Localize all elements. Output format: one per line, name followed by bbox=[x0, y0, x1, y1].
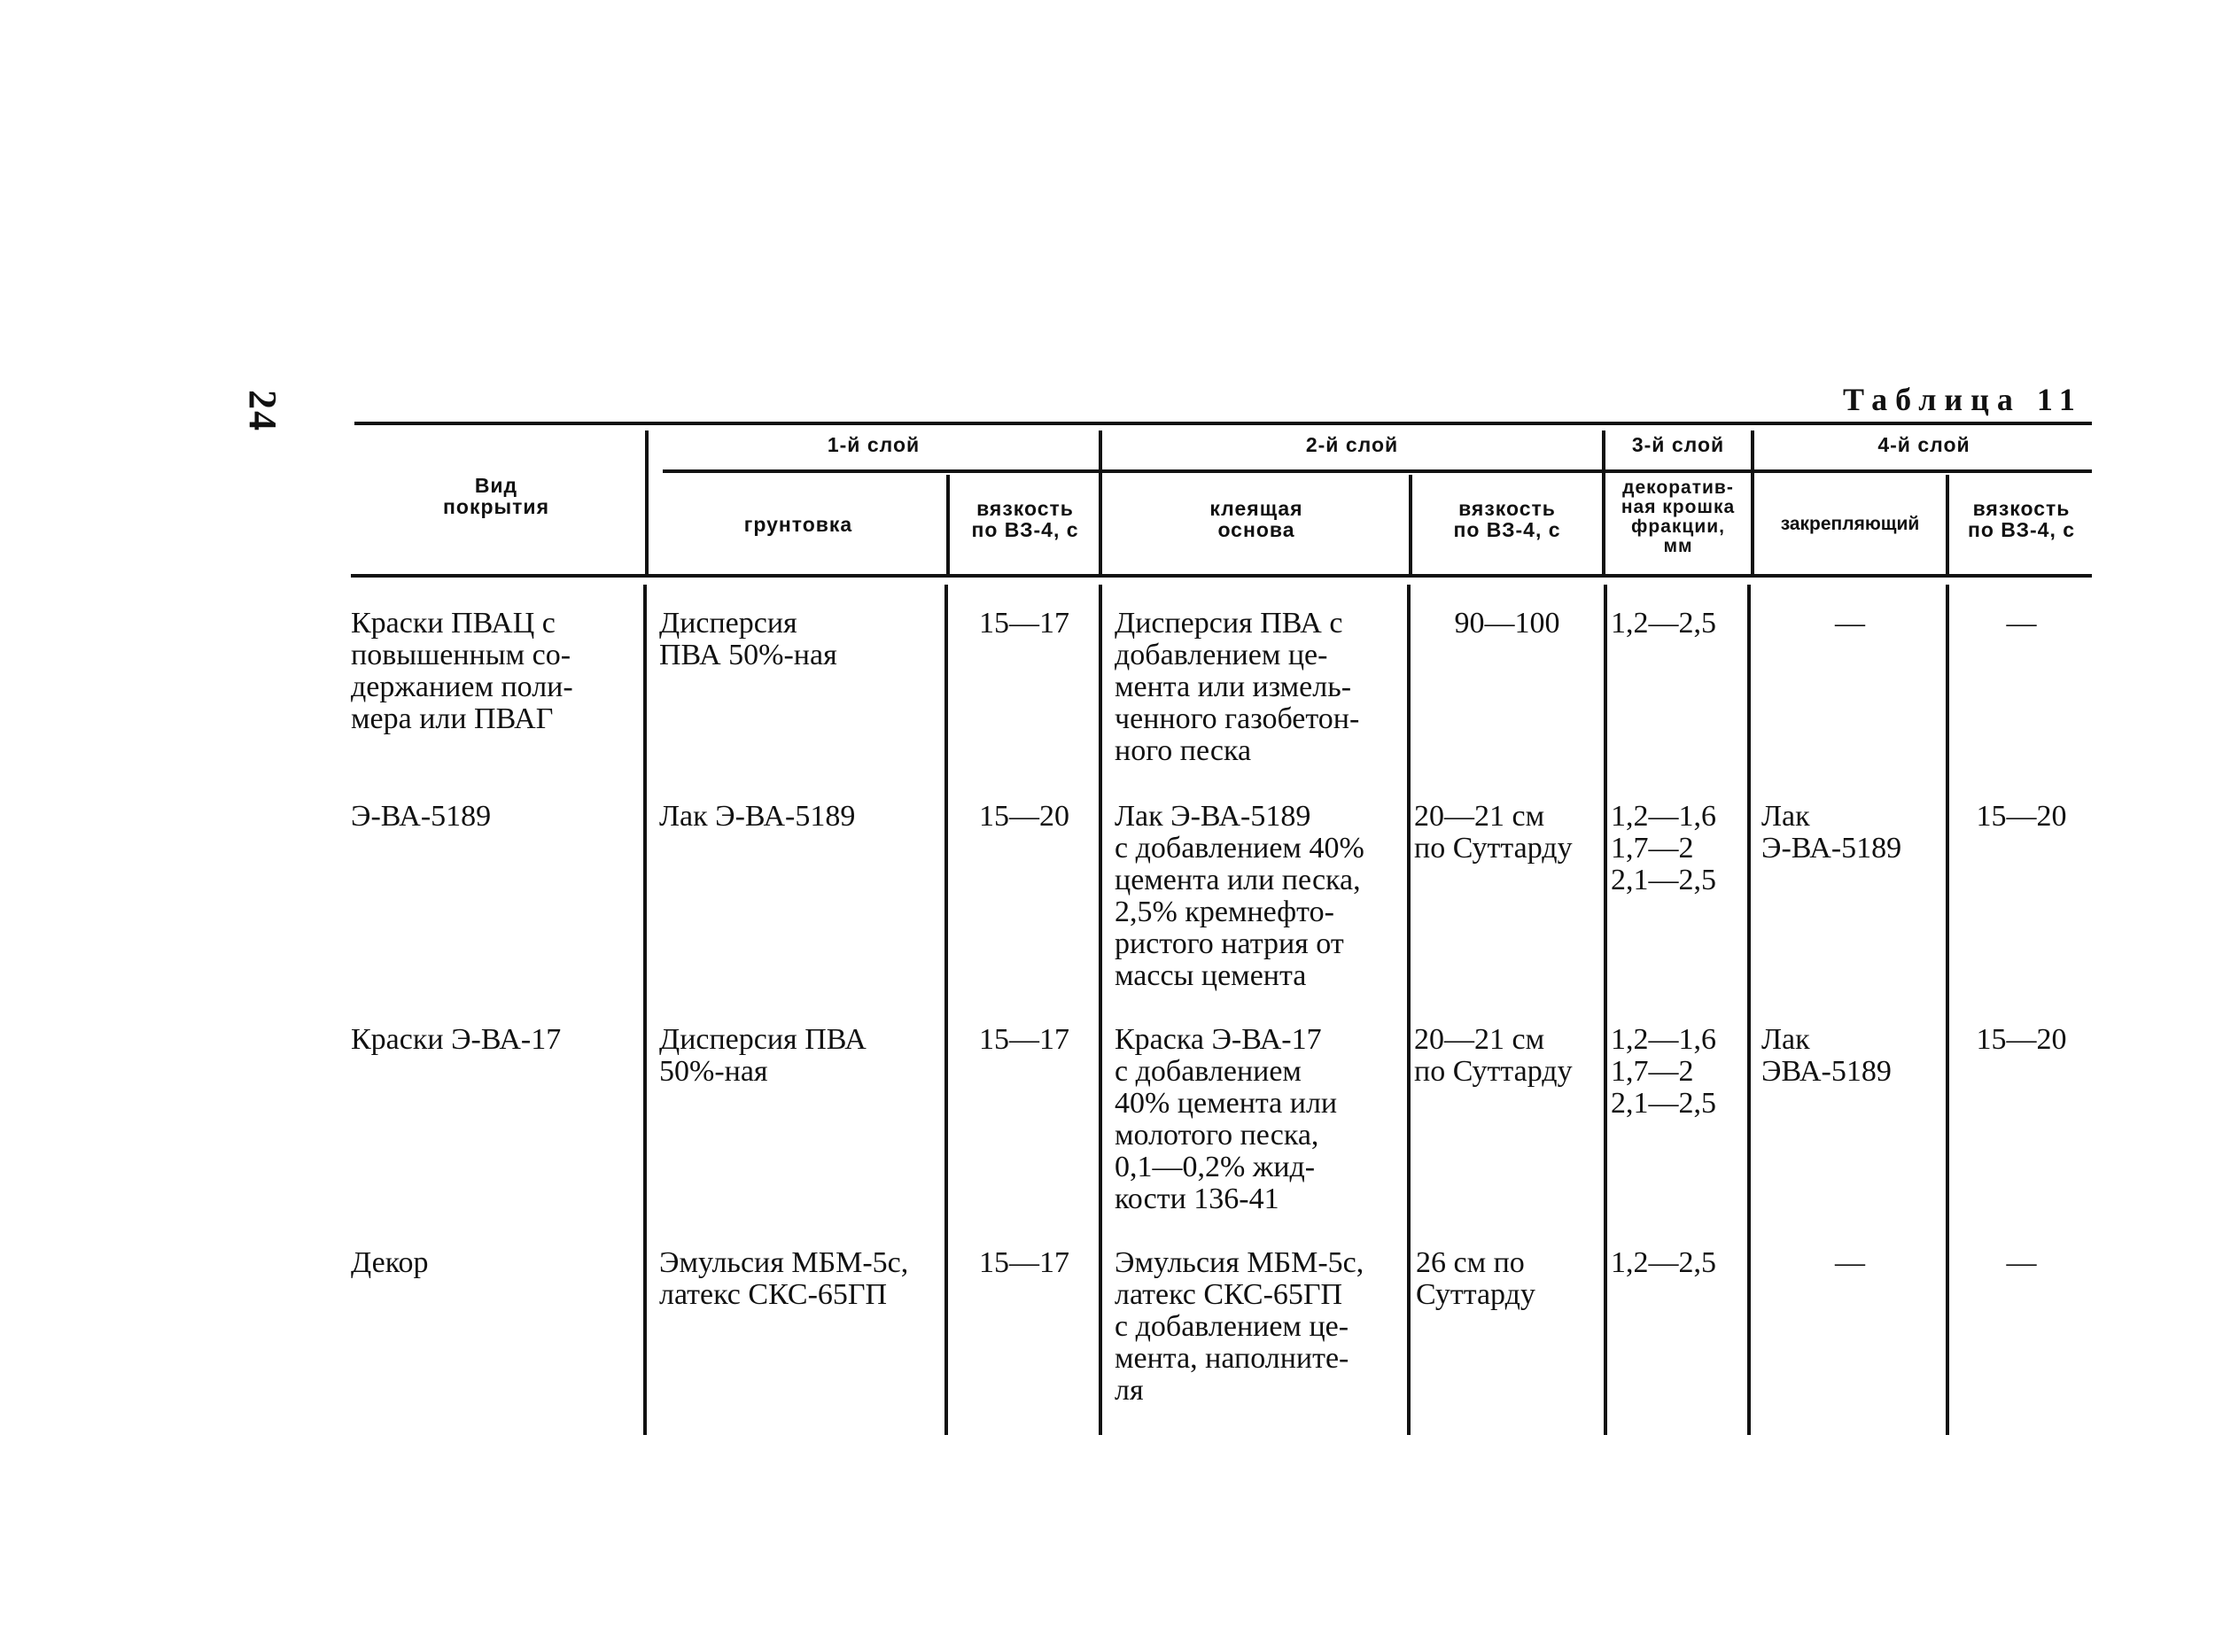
header-adhesive-base: клеящая основа bbox=[1209, 497, 1303, 541]
row3-visc4: 15—20 bbox=[1976, 1023, 2067, 1056]
row3-coating: Краски Э-ВА-17 bbox=[351, 1023, 562, 1056]
body-divider-visc1 bbox=[944, 585, 948, 1435]
row1-fixing: — bbox=[1835, 607, 1865, 640]
row2-fixing: Лак Э-ВА-5189 bbox=[1761, 800, 1902, 865]
row2-visc2: 20—21 см по Суттарду bbox=[1414, 800, 1573, 865]
table-title: Таблица 11 bbox=[1843, 382, 2083, 417]
header-decorative-chips: декоратив- ная крошка фракции, мм bbox=[1621, 477, 1736, 556]
row3-chips: 1,2—1,6 1,7—2 2,1—2,5 bbox=[1611, 1023, 1716, 1120]
row4-visc4: — bbox=[2006, 1246, 2037, 1279]
header-layer3: 3-й слой bbox=[1631, 433, 1725, 456]
col-divider-visc2 bbox=[1409, 475, 1412, 574]
body-divider-visc2 bbox=[1407, 585, 1411, 1435]
row4-fixing: — bbox=[1835, 1246, 1865, 1279]
header-coating-type: Вид покрытия bbox=[443, 474, 549, 518]
row3-primer: Дисперсия ПВА 50%-ная bbox=[659, 1023, 867, 1088]
row1-adhesive: Дисперсия ПВА с добавлением це- мента или измель- ченного газобетон- ного песка bbox=[1115, 607, 1360, 767]
header-bottom-rule bbox=[351, 574, 2092, 578]
row3-visc1: 15—17 bbox=[979, 1023, 1069, 1056]
header-viscosity2: вязкость по ВЗ-4, с bbox=[1453, 497, 1561, 541]
row2-chips: 1,2—1,6 1,7—2 2,1—2,5 bbox=[1611, 800, 1716, 896]
header-fixing: закрепляющий bbox=[1780, 514, 1920, 534]
col-divider-layer1 bbox=[1099, 430, 1102, 574]
body-divider-coating bbox=[643, 585, 647, 1435]
header-layer4: 4-й слой bbox=[1877, 433, 1970, 456]
header-layer1: 1-й слой bbox=[827, 433, 921, 456]
row2-visc4: 15—20 bbox=[1976, 800, 2067, 833]
row4-adhesive: Эмульсия МБМ-5с, латекс СКС-65ГП с добавлением це- мента, наполните- ля bbox=[1115, 1246, 1364, 1407]
row3-visc2: 20—21 см по Суттарду bbox=[1414, 1023, 1573, 1088]
table-top-rule bbox=[354, 422, 2092, 425]
row2-coating: Э-ВА-5189 bbox=[351, 800, 492, 833]
row4-coating: Декор bbox=[351, 1246, 429, 1279]
col-divider-visc4 bbox=[1946, 475, 1949, 574]
col-divider-coating bbox=[645, 430, 649, 574]
header-primer: грунтовка bbox=[743, 513, 853, 536]
row2-primer: Лак Э-ВА-5189 bbox=[659, 800, 856, 833]
row4-chips: 1,2—2,5 bbox=[1611, 1246, 1716, 1279]
row1-coating: Краски ПВАЦ с повышенным со- держанием поли- мера или ПВАГ bbox=[351, 607, 573, 735]
row1-visc4: — bbox=[2006, 607, 2037, 640]
body-divider-layer1 bbox=[1099, 585, 1102, 1435]
body-divider-layer2 bbox=[1604, 585, 1607, 1435]
page-number: 24 bbox=[241, 390, 284, 432]
row1-primer: Дисперсия ПВА 50%-ная bbox=[659, 607, 837, 671]
row4-primer: Эмульсия МБМ-5с, латекс СКС-65ГП bbox=[659, 1246, 909, 1311]
header-viscosity1: вязкость по ВЗ-4, с bbox=[971, 497, 1079, 541]
row2-visc1: 15—20 bbox=[979, 800, 1069, 833]
row4-visc2: 26 см по Суттарду bbox=[1416, 1246, 1535, 1311]
row1-chips: 1,2—2,5 bbox=[1611, 607, 1716, 640]
row2-adhesive: Лак Э-ВА-5189 с добавлением 40% цемента или песка, 2,5% кремнефто- ристого натрия от массы цемента bbox=[1115, 800, 1364, 992]
header-layer2: 2-й слой bbox=[1305, 433, 1399, 456]
group-header-rule bbox=[663, 469, 2092, 473]
row1-visc2: 90—100 bbox=[1454, 607, 1560, 640]
body-divider-layer3 bbox=[1747, 585, 1751, 1435]
header-viscosity4: вязкость по ВЗ-4, с bbox=[1967, 497, 2076, 541]
col-divider-layer3 bbox=[1751, 430, 1754, 574]
row4-visc1: 15—17 bbox=[979, 1246, 1069, 1279]
col-divider-visc1 bbox=[946, 475, 950, 574]
row3-adhesive: Краска Э-ВА-17 с добавлением 40% цемента или молотого песка, 0,1—0,2% жид- кости 136-41 bbox=[1115, 1023, 1338, 1215]
row3-fixing: Лак ЭВА-5189 bbox=[1761, 1023, 1892, 1088]
body-divider-visc4 bbox=[1946, 585, 1949, 1435]
row1-visc1: 15—17 bbox=[979, 607, 1069, 640]
